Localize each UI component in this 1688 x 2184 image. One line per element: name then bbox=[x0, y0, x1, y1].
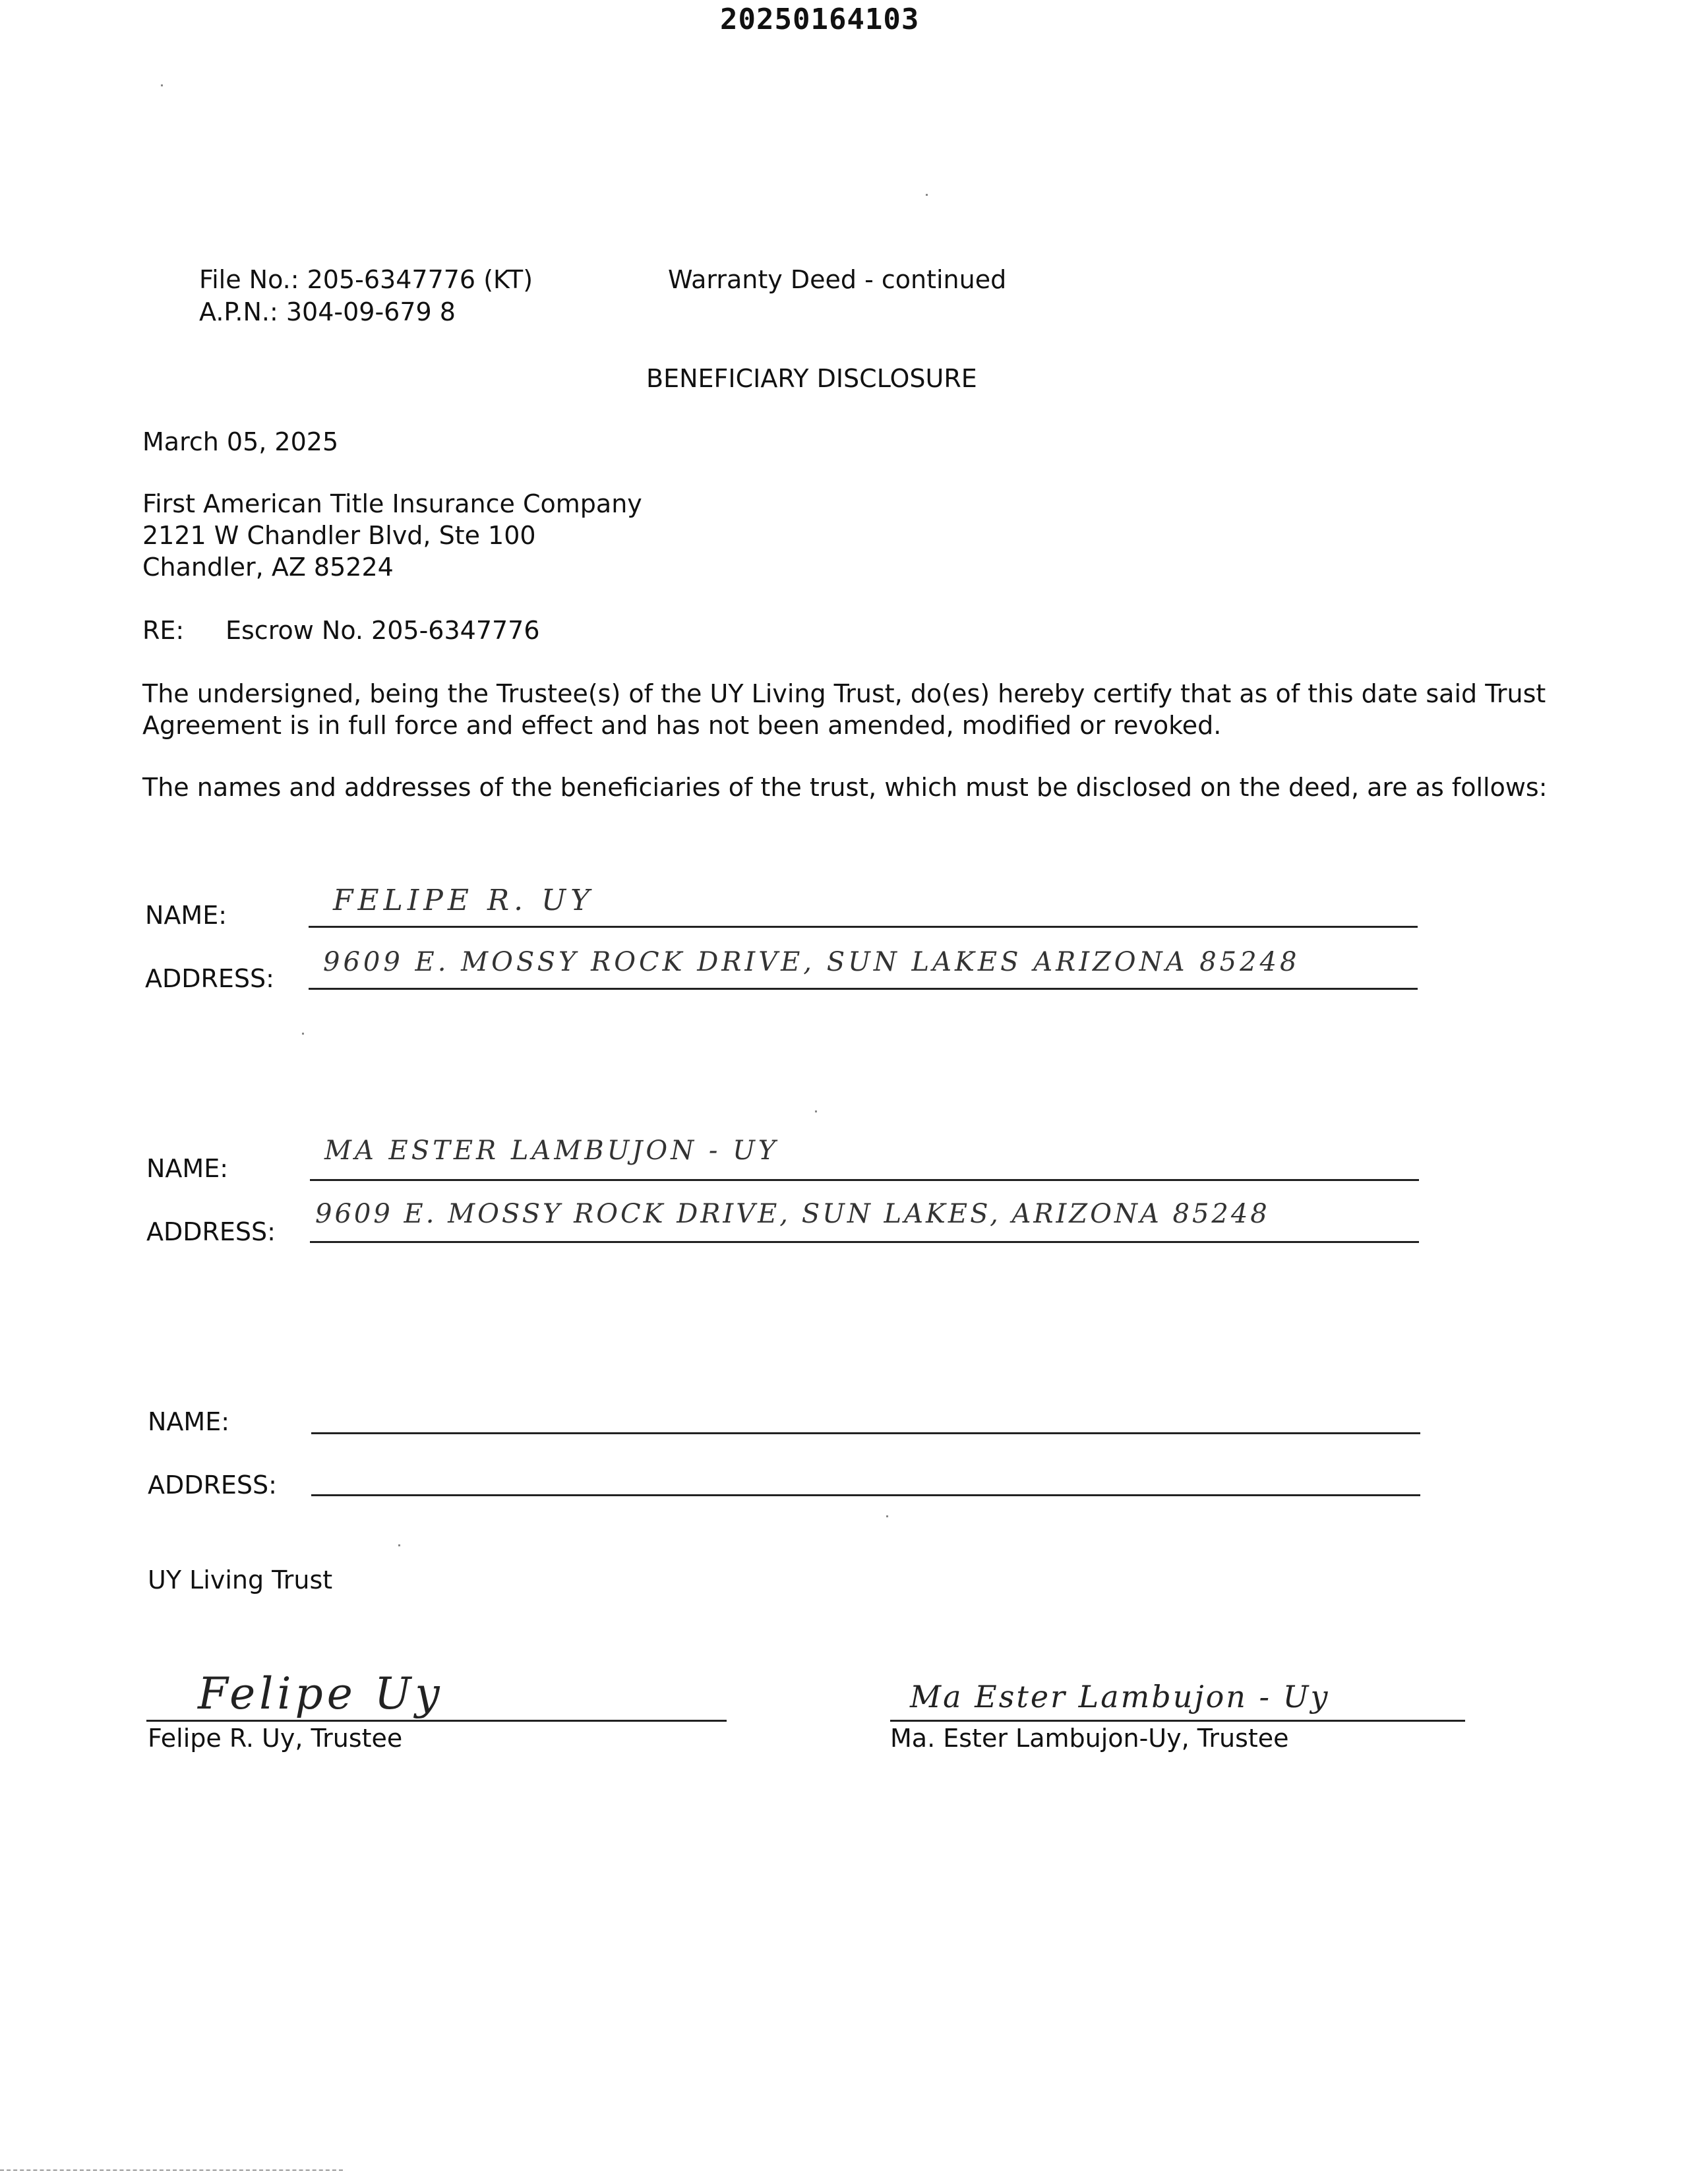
trustee-printed-name: Ma. Ester Lambujon-Uy, Trustee bbox=[890, 1724, 1289, 1753]
name-label: NAME: bbox=[145, 901, 227, 930]
name-line bbox=[311, 1432, 1420, 1434]
scan-speck bbox=[398, 1544, 400, 1546]
recording-number: 20250164103 bbox=[720, 3, 920, 36]
address-line bbox=[310, 1241, 1419, 1243]
name-label: NAME: bbox=[146, 1154, 229, 1183]
beneficiary-name: FELIPE R. UY bbox=[333, 884, 595, 917]
scan-edge-line bbox=[0, 2169, 343, 2171]
disclosure-statement: The names and addresses of the beneficiaries of the trust, which must be disclosed on the deed, are as follows: bbox=[142, 773, 1548, 802]
trust-name: UY Living Trust bbox=[148, 1565, 333, 1594]
scan-speck bbox=[926, 194, 928, 196]
address-label: ADDRESS: bbox=[146, 1217, 276, 1246]
address-line bbox=[311, 1494, 1420, 1496]
document-title: Warranty Deed - continued bbox=[668, 265, 1007, 294]
name-label: NAME: bbox=[148, 1407, 230, 1436]
scan-speck bbox=[302, 1033, 304, 1035]
trustee-printed-name: Felipe R. Uy, Trustee bbox=[148, 1724, 403, 1753]
name-line bbox=[310, 1179, 1419, 1181]
address-line bbox=[309, 988, 1418, 990]
certification-line-2: Agreement is in full force and effect and has not been amended, modified or revoked. bbox=[142, 711, 1222, 740]
certification-line-1: The undersigned, being the Trustee(s) of the UY Living Trust, do(es) hereby certify that as of this date said Trust bbox=[142, 679, 1546, 708]
beneficiary-address: 9609 E. MOSSY ROCK DRIVE, SUN LAKES ARIZONA 85248 bbox=[323, 947, 1300, 977]
scan-speck bbox=[161, 84, 163, 86]
beneficiary-name: MA ESTER LAMBUJON - UY bbox=[324, 1136, 779, 1166]
signature-line bbox=[146, 1720, 727, 1722]
signature-line bbox=[890, 1720, 1465, 1722]
escrow-number: Escrow No. 205-6347776 bbox=[226, 616, 540, 645]
letter-date: March 05, 2025 bbox=[142, 427, 339, 456]
apn-number: A.P.N.: 304-09-679 8 bbox=[199, 297, 456, 326]
scan-speck bbox=[815, 1110, 817, 1112]
addressee-city: Chandler, AZ 85224 bbox=[142, 553, 394, 582]
scan-speck bbox=[886, 1515, 888, 1517]
beneficiary-address: 9609 E. MOSSY ROCK DRIVE, SUN LAKES, ARIZONA 85248 bbox=[315, 1199, 1270, 1229]
name-line bbox=[309, 926, 1418, 928]
address-label: ADDRESS: bbox=[145, 964, 274, 993]
addressee-street: 2121 W Chandler Blvd, Ste 100 bbox=[142, 521, 536, 550]
address-label: ADDRESS: bbox=[148, 1471, 277, 1500]
section-title: BENEFICIARY DISCLOSURE bbox=[646, 364, 977, 393]
file-number: File No.: 205-6347776 (KT) bbox=[199, 265, 533, 294]
addressee-company: First American Title Insurance Company bbox=[142, 489, 642, 518]
trustee-signature: Ma Ester Lambujon - Uy bbox=[910, 1679, 1330, 1714]
trustee-signature: Felipe Uy bbox=[198, 1668, 444, 1719]
re-label: RE: bbox=[142, 616, 185, 645]
